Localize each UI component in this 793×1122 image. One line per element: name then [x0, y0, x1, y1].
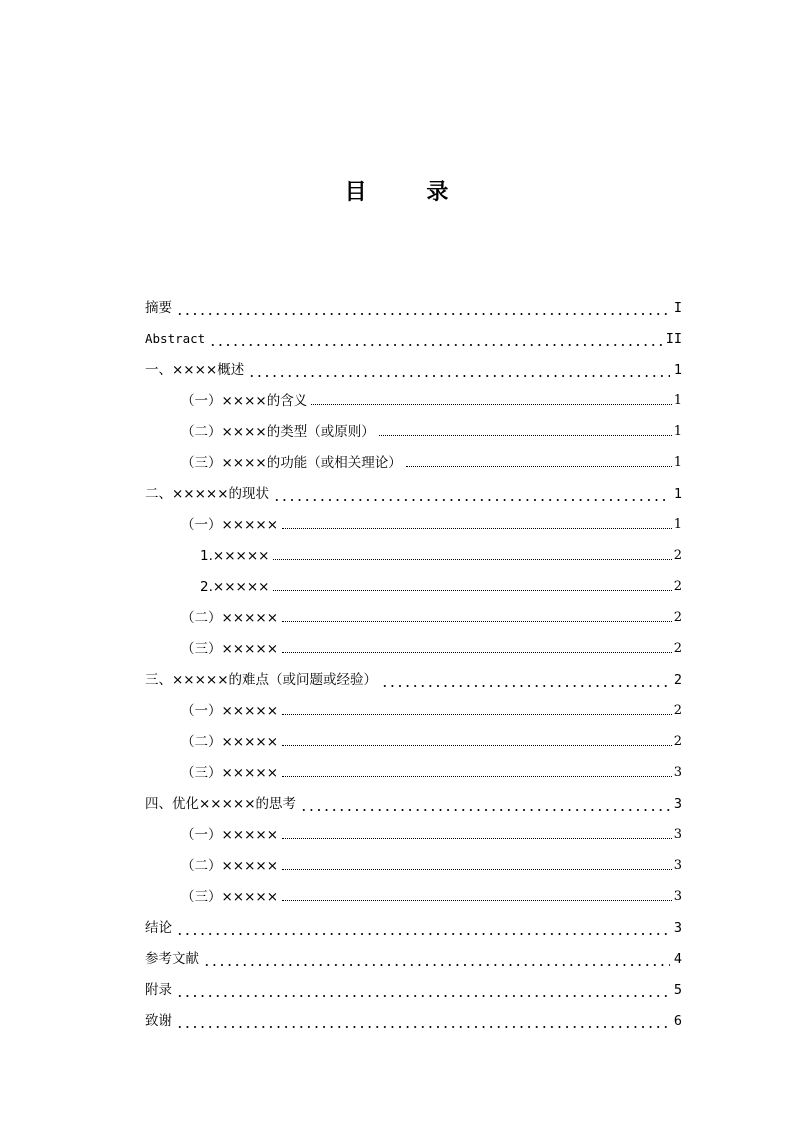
toc-entry[interactable]: [145, 317, 682, 348]
toc-entry[interactable]: [145, 379, 682, 410]
toc-title: 目 录: [344, 180, 475, 205]
toc-dot-leader: [273, 589, 671, 591]
toc-entry-page-number: 3: [673, 858, 682, 873]
toc-entry-page-number: 1: [673, 362, 682, 378]
toc-entry-page-number: 1: [673, 517, 682, 532]
toc-entry-page-number: 2: [673, 734, 682, 749]
toc-entry[interactable]: [145, 348, 682, 379]
toc-list: [145, 286, 682, 1030]
toc-entry-page-number: I: [673, 300, 682, 316]
toc-dot-leader: [282, 775, 672, 777]
toc-entry[interactable]: [145, 689, 682, 720]
toc-entry-label: （三）×××××: [181, 765, 279, 781]
toc-entry[interactable]: [145, 720, 682, 751]
toc-dot-leader: [273, 558, 671, 560]
toc-entry[interactable]: [145, 658, 682, 689]
toc-entry-page-number: 1: [673, 486, 682, 502]
toc-entry-page-number: 4: [673, 951, 682, 967]
toc-entry[interactable]: [145, 844, 682, 875]
toc-dot-leader: [282, 868, 672, 870]
toc-entry-page-number: II: [665, 331, 682, 347]
toc-entry-page-number: 3: [673, 920, 682, 936]
toc-entry[interactable]: [145, 441, 682, 472]
toc-entry-label: （一）××××的含义: [181, 393, 308, 409]
toc-entry-page-number: 1: [673, 424, 682, 439]
toc-entry[interactable]: [145, 503, 682, 534]
toc-entry-label: 附录: [145, 982, 172, 998]
toc-entry-page-number: 2: [673, 548, 682, 563]
toc-entry-page-number: 2: [673, 579, 682, 594]
toc-dot-leader: [176, 1018, 670, 1028]
toc-entry-label: （三）×××××: [181, 889, 279, 905]
toc-entry-label: （二）×××××: [181, 610, 279, 626]
toc-dot-leader: [406, 465, 672, 467]
toc-dot-leader: [273, 491, 670, 501]
toc-entry[interactable]: [145, 751, 682, 782]
toc-entry-page-number: 3: [673, 765, 682, 780]
toc-entry[interactable]: [145, 410, 682, 441]
toc-dot-leader: [282, 744, 672, 746]
toc-dot-leader: [248, 367, 670, 377]
toc-dot-leader: [282, 651, 672, 653]
toc-entry[interactable]: [145, 534, 682, 565]
toc-dot-leader: [282, 899, 672, 901]
toc-entry-page-number: 1: [673, 455, 682, 470]
toc-entry-label: 摘要: [145, 300, 172, 316]
toc-entry-label: （一）×××××: [181, 827, 279, 843]
toc-dot-leader: [282, 837, 672, 839]
toc-entry-label: （三）×××××: [181, 641, 279, 657]
toc-entry-page-number: 3: [673, 889, 682, 904]
toc-entry-page-number: 3: [673, 796, 682, 812]
toc-entry-page-number: 1: [673, 393, 682, 408]
toc-entry-label: （二）×××××: [181, 858, 279, 874]
toc-dot-leader: [209, 336, 662, 346]
toc-entry-page-number: 2: [673, 610, 682, 625]
toc-entry-page-number: 2: [673, 703, 682, 718]
toc-entry-label: （一）×××××: [181, 703, 279, 719]
toc-entry[interactable]: [145, 596, 682, 627]
toc-entry[interactable]: [145, 968, 682, 999]
toc-entry-page-number: 5: [673, 982, 682, 998]
toc-entry[interactable]: [145, 286, 682, 317]
toc-entry[interactable]: [145, 472, 682, 503]
toc-dot-leader: [176, 925, 670, 935]
toc-dot-leader: [282, 713, 672, 715]
toc-entry-label: Abstract: [145, 331, 206, 346]
toc-entry-label: 结论: [145, 920, 172, 936]
toc-entry[interactable]: [145, 782, 682, 813]
toc-entry-page-number: 6: [673, 1013, 682, 1029]
toc-dot-leader: [381, 677, 670, 687]
toc-entry[interactable]: [145, 565, 682, 596]
toc-entry-label: 参考文献: [145, 951, 199, 967]
toc-entry-label: 1.×××××: [200, 548, 270, 564]
toc-entry-label: （三）××××的功能（或相关理论）: [181, 455, 402, 471]
toc-dot-leader: [176, 305, 670, 315]
toc-entry-label: 三、×××××的难点（或问题或经验）: [145, 672, 378, 688]
toc-entry-page-number: 3: [673, 827, 682, 842]
toc-dot-leader: [282, 620, 672, 622]
toc-entry-label: （一）×××××: [181, 517, 279, 533]
toc-entry-label: 二、×××××的现状: [145, 486, 270, 502]
toc-entry-label: （二）××××的类型（或原则）: [181, 424, 375, 440]
toc-entry-label: 2.×××××: [200, 579, 270, 595]
toc-entry[interactable]: [145, 813, 682, 844]
toc-entry-page-number: 2: [673, 641, 682, 656]
toc-dot-leader: [379, 434, 672, 436]
toc-entry[interactable]: [145, 999, 682, 1030]
toc-dot-leader: [203, 956, 670, 966]
toc-entry[interactable]: [145, 937, 682, 968]
toc-entry[interactable]: [145, 875, 682, 906]
toc-entry[interactable]: [145, 627, 682, 658]
toc-dot-leader: [311, 403, 671, 405]
toc-dot-leader: [300, 801, 670, 811]
toc-dot-leader: [282, 527, 672, 529]
toc-entry[interactable]: [145, 906, 682, 937]
toc-entry-page-number: 2: [673, 672, 682, 688]
toc-entry-label: （二）×××××: [181, 734, 279, 750]
toc-entry-label: 四、优化×××××的思考: [145, 796, 297, 812]
toc-entry-label: 致谢: [145, 1013, 172, 1029]
toc-dot-leader: [176, 987, 670, 997]
toc-entry-label: 一、××××概述: [145, 362, 245, 378]
